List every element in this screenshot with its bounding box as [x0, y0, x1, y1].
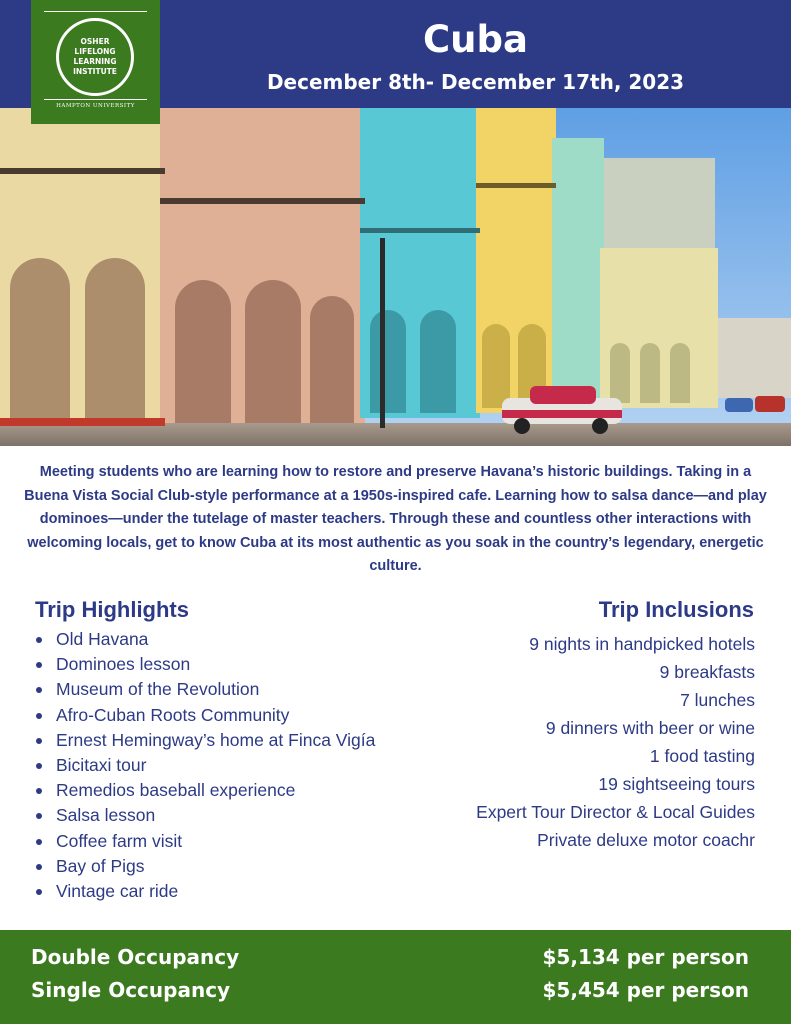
highlight-item	[34, 854, 434, 879]
osher-logo	[31, 0, 160, 124]
inclusions-title: Trip Inclusions	[598, 597, 754, 622]
page-title: Cuba	[423, 18, 528, 61]
single-occupancy-label: Single Occupancy	[31, 978, 231, 1002]
highlight-label: Vintage car ride	[56, 880, 179, 901]
bullet-icon	[36, 839, 42, 845]
highlight-item	[34, 879, 434, 904]
highlight-label: Coffee farm visit	[56, 830, 183, 851]
highlight-label: Old Havana	[56, 629, 149, 649]
single-occupancy-row	[0, 973, 791, 1007]
inclusion-item: 19 sightseeing tours	[598, 774, 755, 794]
trip-dates: December 8th- December 17th, 2023	[266, 70, 685, 94]
highlight-label: Bay of Pigs	[56, 855, 145, 876]
highlight-label: Remedios baseball experience	[56, 780, 296, 801]
highlight-label: Salsa lesson	[56, 805, 156, 826]
inclusion-item: 9 nights in handpicked hotels	[529, 634, 755, 654]
bullet-icon	[36, 713, 42, 719]
bullet-icon	[36, 738, 42, 744]
inclusion-item: Expert Tour Director & Local Guides	[476, 802, 755, 822]
double-occupancy-price: $5,134 per person	[542, 945, 749, 969]
bullet-icon	[36, 864, 42, 870]
bullet-icon	[36, 788, 42, 794]
highlight-label: Bicitaxi tour	[56, 754, 147, 775]
inclusion-item: 7 lunches	[680, 690, 755, 710]
logo-circle	[56, 18, 134, 96]
bullet-icon	[36, 813, 42, 819]
inclusions-list	[355, 630, 755, 854]
double-occupancy-label: Double Occupancy	[31, 945, 240, 969]
highlight-label: Afro-Cuban Roots Community	[56, 704, 290, 725]
logo-circle-text: OSHER LIFELONG LEARNING INSTITUTE	[73, 37, 117, 76]
bullet-icon	[36, 637, 42, 643]
inclusion-item: Private deluxe motor coachr	[537, 830, 755, 850]
trip-description: Meeting students who are learning how to restore and preserve Havana’s historic buildings. Taking in a Buena Vista Social Club-style performance at a 1950s-inspired cafe. Learning how to salsa dance—and play dominoes—under the tutelage of master teachers. Through these and countless other interactions with welcoming locals, get to know Cuba at its most authentic as you soak in the country’s legendary, energetic culture.	[24, 464, 767, 575]
logo-bottom-rule	[44, 99, 147, 100]
double-occupancy-row	[0, 940, 791, 974]
bullet-icon	[36, 889, 42, 895]
bullet-icon	[36, 662, 42, 668]
bullet-icon	[36, 763, 42, 769]
inclusion-item: 9 dinners with beer or wine	[545, 718, 755, 738]
bullet-icon	[36, 687, 42, 693]
logo-university: HAMPTON UNIVERSITY	[56, 103, 135, 109]
logo-top-rule	[44, 11, 147, 12]
inclusion-item: 9 breakfasts	[659, 662, 755, 682]
highlight-label: Dominoes lesson	[56, 654, 191, 675]
havana-street-photo	[0, 108, 791, 446]
highlight-label: Ernest Hemingway’s home at Finca Vigía	[56, 729, 376, 750]
inclusion-item: 1 food tasting	[649, 746, 755, 766]
single-occupancy-price: $5,454 per person	[542, 978, 749, 1002]
highlight-label: Museum of the Revolution	[56, 679, 260, 700]
highlights-title: Trip Highlights	[35, 597, 189, 622]
